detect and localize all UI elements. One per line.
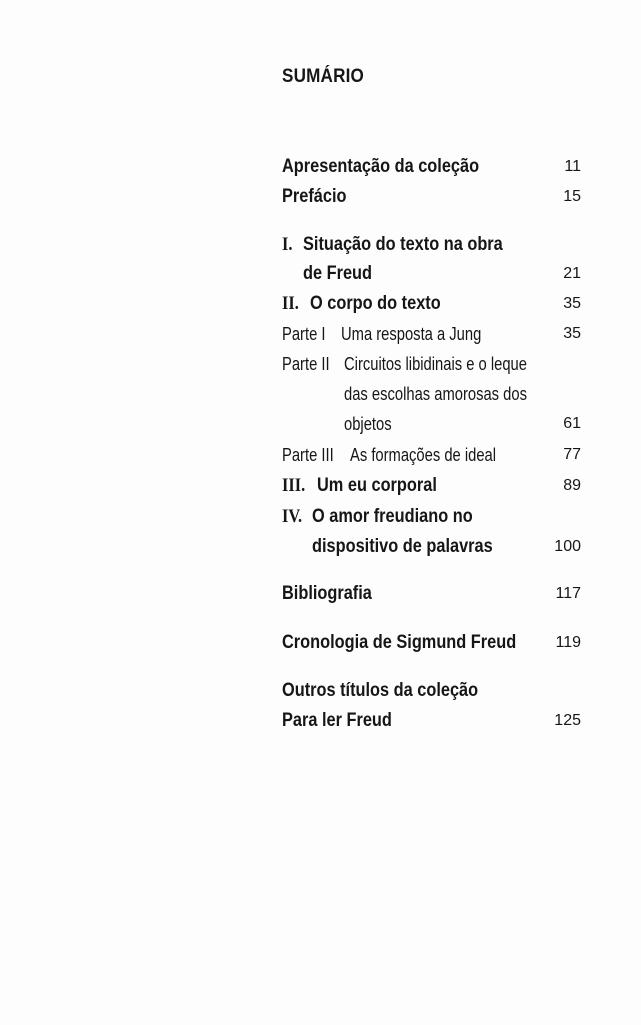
toc-page-cap2: 35: [563, 295, 581, 312]
toc-part-label-2: Parte II: [282, 354, 330, 374]
toc-entry-cap3: Um eu corporal: [317, 475, 437, 496]
toc-page-apresentacao: 11: [564, 158, 581, 175]
toc-chapter-number-1: I.: [282, 234, 293, 255]
toc-page-cap3: 89: [563, 477, 581, 494]
toc-page-cronologia: 119: [555, 634, 581, 651]
toc-part-label-1: Parte I: [282, 324, 326, 344]
toc-chapter-number-2: II.: [282, 293, 299, 314]
toc-page-cap1: 21: [563, 265, 581, 282]
toc-page-bibliografia: 117: [555, 585, 581, 602]
toc-entry-parte2-line2: das escolhas amorosas dos: [344, 384, 527, 404]
toc-entry-cronologia: Cronologia de Sigmund Freud: [282, 632, 517, 653]
toc-entry-apresentacao: Apresentação da coleção: [282, 156, 480, 177]
page-title: SUMÁRIO: [282, 66, 365, 87]
toc-page-parte2: 61: [563, 415, 581, 432]
toc-part-label-3: Parte III: [282, 445, 334, 465]
toc-entry-parte3: As formações de ideal: [350, 445, 497, 465]
toc-entry-outros-line2: Para ler Freud: [282, 710, 392, 731]
toc-chapter-number-4: IV.: [282, 506, 303, 527]
toc-entry-parte1: Uma resposta a Jung: [341, 324, 482, 344]
toc-entry-parte2-line3: objetos: [344, 414, 392, 434]
toc-entry-cap1-line2: de Freud: [303, 263, 373, 284]
toc-page-outros: 125: [554, 712, 581, 729]
toc-entry-cap2: O corpo do texto: [310, 293, 441, 314]
toc-entry-cap4-line1: O amor freudiano no: [312, 506, 473, 527]
toc-entry-bibliografia: Bibliografia: [282, 583, 372, 604]
toc-entry-cap4-line2: dispositivo de palavras: [312, 536, 493, 557]
toc-page-cap4: 100: [554, 538, 581, 555]
toc-entry-prefacio: Prefácio: [282, 186, 347, 207]
toc-page-parte3: 77: [563, 446, 581, 463]
toc-entry-cap1-line1: Situação do texto na obra: [303, 234, 503, 255]
toc-entry-outros-line1: Outros títulos da coleção: [282, 680, 479, 701]
toc-page-parte1: 35: [563, 325, 581, 342]
toc-page-prefacio: 15: [563, 188, 581, 205]
toc-entry-parte2-line1: Circuitos libidinais e o leque: [344, 354, 527, 374]
toc-chapter-number-3: III.: [282, 475, 306, 496]
